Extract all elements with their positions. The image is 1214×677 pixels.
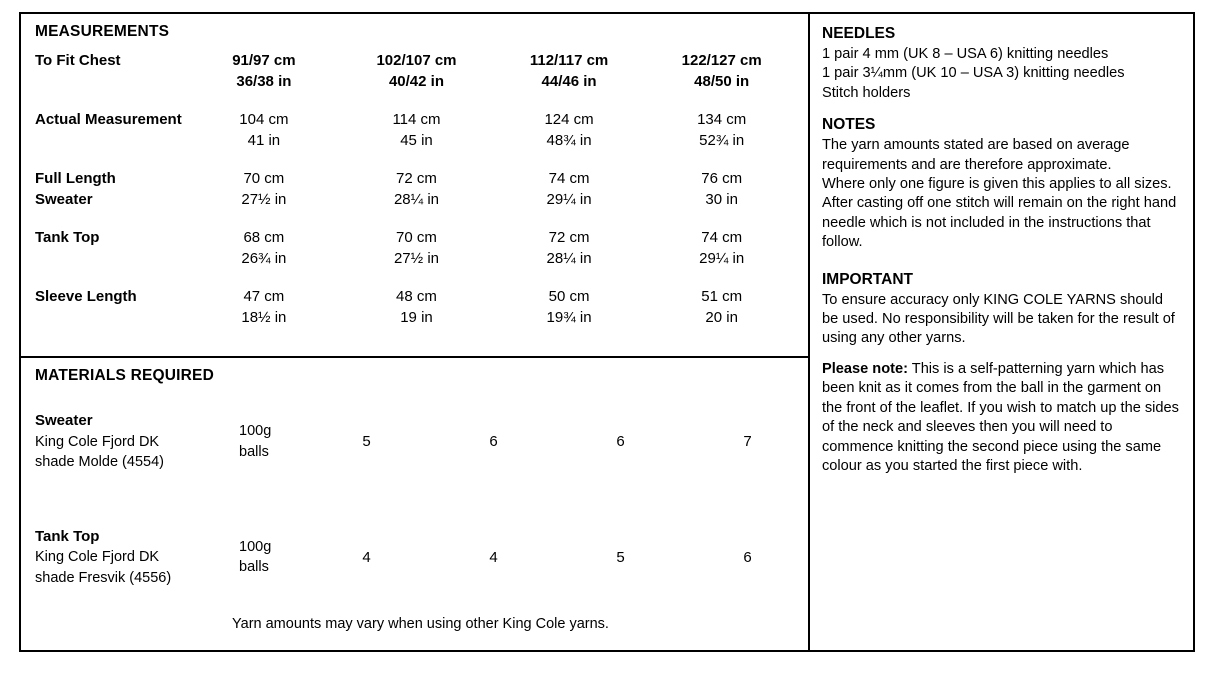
table-row [35,527,811,589]
spacer-cell [35,71,188,92]
measurements-section [21,14,808,358]
notes-title: NOTES [822,116,876,134]
size-header-in-2: 40/42 in [388,73,444,90]
ball-weight: 100g [239,538,272,555]
size-header-in-1: 36/38 in [236,73,292,90]
material-name-bold: Tank Top [35,527,100,545]
cell-in: 28¼ in [546,250,592,267]
row-label-continuation [35,130,188,151]
table-row [35,411,811,473]
size-header-in-4: 48/50 in [694,73,750,90]
cell-cm: 70 cm [243,170,285,187]
material-qty: 6 [616,433,625,451]
needles-line-3: Stitch holders [822,84,911,101]
cell-in: 26¾ in [241,250,287,267]
material-ball-size [239,527,303,589]
material-qty: 7 [743,433,752,451]
material-qty: 4 [489,548,498,566]
notes-paragraph-2: Where only one figure is given this applies to all sizes. [822,176,1172,193]
cell-cm: 74 cm [548,170,590,187]
table-row-header-in [35,71,798,92]
table-row [35,286,798,307]
cell-in: 48¾ in [546,132,592,149]
cell-in: 20 in [705,309,738,326]
cell-in: 41 in [247,132,281,149]
size-header-3: 112/117 cm [529,52,609,69]
row-label-continuation [35,248,188,269]
cell-cm: 72 cm [396,170,437,187]
cell-in: 29¼ in [546,191,592,208]
table-row [35,307,798,328]
needles-line-1: 1 pair 4 mm (UK 8 – USA 6) knitting needles [822,46,1109,62]
material-name-line2: King Cole Fjord DK [35,433,160,450]
cell-cm: 114 cm [392,111,441,128]
table-row [35,189,798,210]
table-row-header [35,50,798,71]
ball-weight: 100g [239,423,272,440]
row-label-full-length: Full Length [35,170,116,187]
material-qty: 5 [616,548,625,566]
cell-cm: 47 cm [243,288,285,305]
material-name-sweater [35,411,239,473]
size-header-2: 102/107 cm [376,52,457,69]
size-header-4: 122/127 cm [681,52,762,69]
material-ball-size [239,411,303,473]
cell-in: 27½ in [393,250,439,267]
right-column [810,14,1193,650]
size-header-in-3: 44/46 in [541,73,597,90]
cell-in: 18½ in [241,309,287,326]
materials-title: MATERIALS REQUIRED [35,367,214,384]
cell-in: 29¼ in [699,250,745,267]
spacer [822,253,1181,269]
material-name-line2: King Cole Fjord DK [35,549,160,565]
material-name-tank-top [35,527,239,589]
notes-paragraph-3: After casting off one stitch will remain on the right hand needle which is not included in the instructions that follow. [822,195,1177,251]
cell-cm: 74 cm [701,229,743,246]
cell-cm: 76 cm [701,170,743,187]
please-note-paragraph [822,360,1181,476]
material-qty: 4 [362,548,371,566]
table-row [35,227,798,248]
cell-cm: 72 cm [548,229,590,246]
measurements-title: MEASUREMENTS [35,23,170,40]
row-label-tank-top: Tank Top [35,229,100,246]
fit-chest-label: To Fit Chest [35,52,121,69]
yarn-amount-note: Yarn amounts may vary when using other King Cole yarns. [232,616,609,632]
needles-line-2: 1 pair 3¼mm (UK 10 – USA 3) knitting needles [822,65,1125,82]
cell-in: 30 in [705,191,738,208]
cell-cm: 70 cm [396,229,437,246]
ball-unit: balls [239,559,269,576]
cell-cm: 104 cm [239,111,289,128]
cell-cm: 134 cm [697,111,747,128]
table-row [35,168,798,189]
content-frame [19,12,1195,652]
cell-in: 19¾ in [546,309,592,326]
cell-in: 19 in [400,309,433,326]
left-column [21,14,810,650]
materials-table [35,411,811,588]
cell-in: 45 in [400,132,433,149]
material-name-line3: shade Fresvik (4556) [35,569,172,586]
cell-in: 27½ in [241,191,287,208]
table-row [35,109,798,130]
cell-cm: 51 cm [701,288,743,305]
please-note-text: This is a self-patterning yarn which has been knit as it comes from the ball in the garment on the front of the leaflet. If you wish to match up the sides of the neck and sleeves then you will need to commence knitting the second piece using the same colour as you started the first piece with. [822,360,1179,474]
please-note-label: Please note: [822,360,908,377]
row-label-sleeve-length: Sleeve Length [35,288,137,305]
row-label-actual-measurement: Actual Measurement [35,111,182,128]
cell-cm: 48 cm [396,288,437,305]
table-row [35,248,798,269]
ball-unit: balls [239,443,269,460]
size-header-1: 91/97 cm [232,52,296,69]
material-name-line3: shade Molde (4554) [35,454,164,470]
cell-cm: 124 cm [544,111,594,128]
cell-cm: 50 cm [548,288,590,305]
cell-in: 52¾ in [699,132,745,149]
material-qty: 6 [489,433,498,451]
spacer [822,349,1181,360]
row-label-continuation [35,307,188,328]
measurements-table [35,41,798,328]
row-label-sweater: Sweater [35,191,93,208]
needles-title: NEEDLES [822,25,896,42]
spacer [822,103,1181,114]
notes-paragraph-1: The yarn amounts stated are based on average requirements and are therefore approximate. [822,137,1130,173]
cell-in: 28¼ in [393,191,439,208]
material-qty: 5 [362,433,371,451]
cell-cm: 68 cm [243,229,285,246]
important-paragraph: To ensure accuracy only KING COLE YARNS should be used. No responsibility will be taken for the result of using any other yarns. [822,291,1175,347]
important-title: IMPORTANT [822,270,913,288]
table-row [35,130,798,151]
materials-section [21,358,808,650]
material-name-bold: Sweater [35,412,93,429]
material-qty: 6 [743,548,752,566]
